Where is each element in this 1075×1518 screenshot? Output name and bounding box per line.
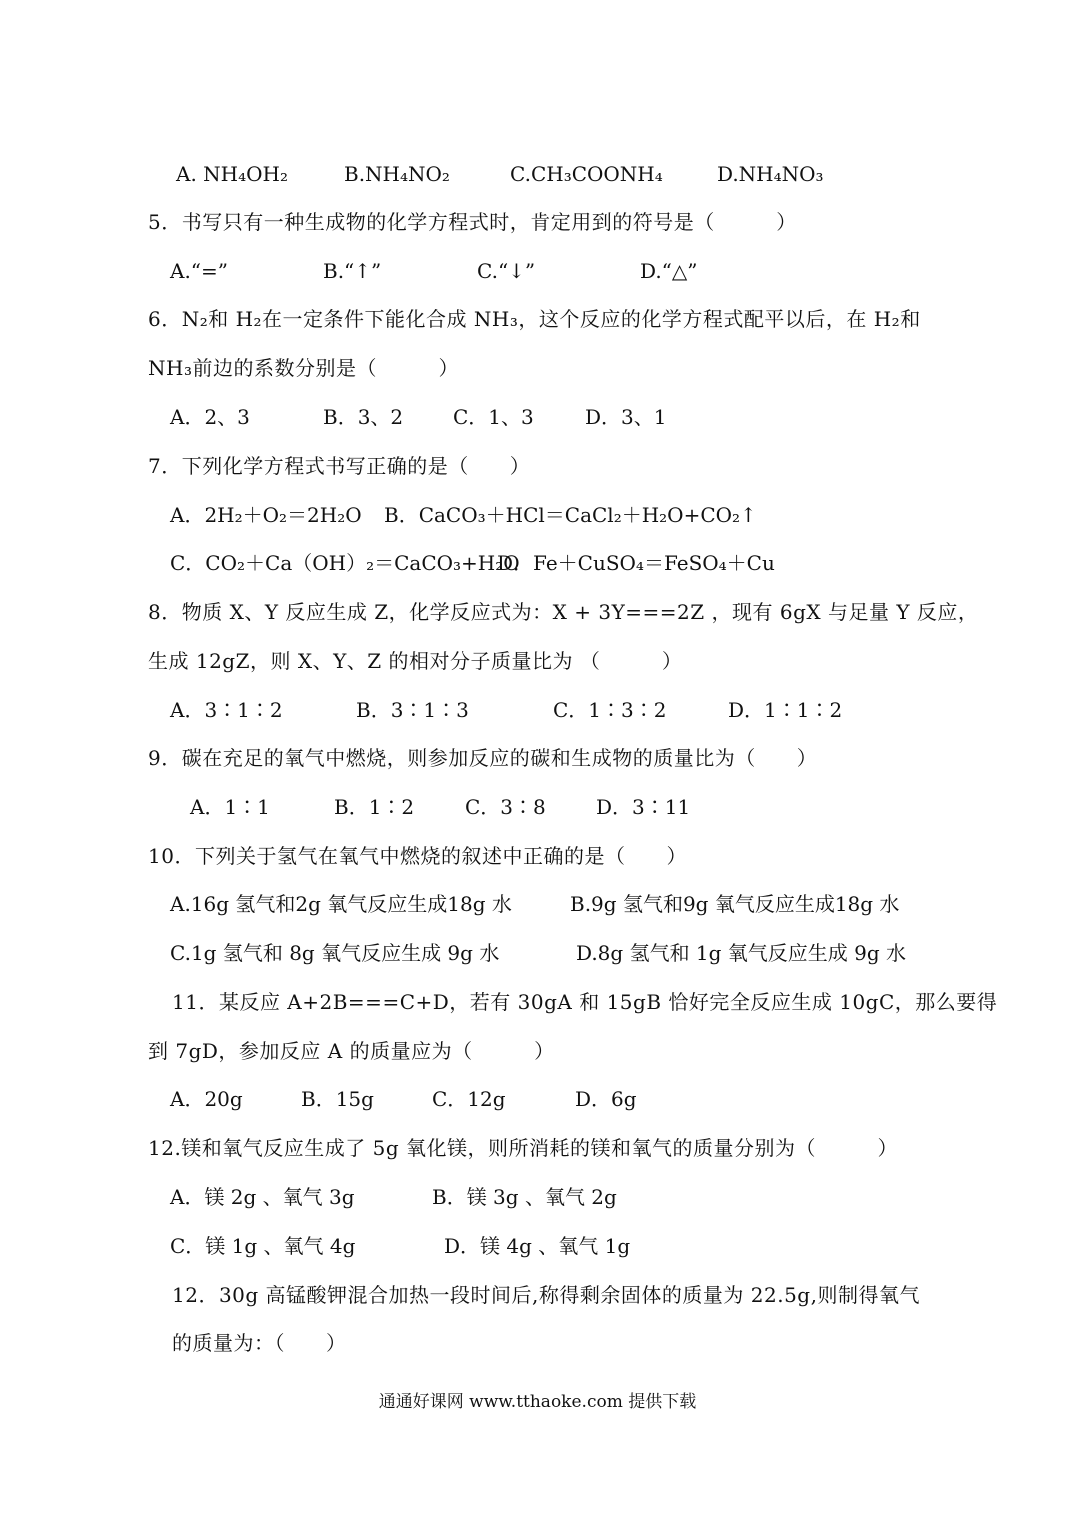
q12a-option-a: A．镁 2g 、氧气 3g — [170, 1185, 355, 1209]
q12a-option-d: D．镁 4g 、氧气 1g — [444, 1234, 631, 1258]
q11-option-d: D．6g — [575, 1087, 637, 1111]
q6-stem-line2: NH₃前边的系数分别是（ ） — [148, 356, 459, 380]
q8-option-c: C．1∶3∶2 — [553, 698, 667, 722]
q11-option-a: A．20g — [170, 1087, 243, 1111]
q9-stem: 9．碳在充足的氧气中燃烧，则参加反应的碳和生成物的质量比为（ ） — [148, 746, 818, 770]
q7-option-c: C．CO₂＋Ca（OH）₂＝CaCO₃+H₂O — [170, 551, 520, 575]
q10-option-d: D.8g 氢气和 1g 氧气反应生成 9g 水 — [576, 941, 907, 965]
q9-option-c: C．3∶8 — [465, 795, 546, 819]
q6-option-c: C．1、3 — [453, 405, 534, 429]
q8-option-a: A．3∶1∶2 — [170, 698, 283, 722]
q4-option-b: B.NH₄NO₂ — [344, 162, 450, 186]
q4-option-a: A. NH₄OH₂ — [176, 162, 288, 186]
q10-option-b: B.9g 氢气和9g 氧气反应生成18g 水 — [570, 892, 900, 916]
q6-option-a: A．2、3 — [170, 405, 250, 429]
q4-option-d: D.NH₄NO₃ — [717, 162, 824, 186]
q12b-stem-line2: 的质量为：（ ） — [172, 1331, 347, 1355]
q10-option-c: C.1g 氢气和 8g 氧气反应生成 9g 水 — [170, 941, 500, 965]
q6-option-b: B．3、2 — [323, 405, 404, 429]
q5-option-a: A.“=” — [170, 259, 229, 283]
q9-option-d: D．3∶11 — [596, 795, 691, 819]
q7-option-b: B．CaCO₃＋HCl＝CaCl₂＋H₂O+CO₂↑ — [384, 503, 757, 527]
q11-option-c: C．12g — [432, 1087, 506, 1111]
q9-option-a: A．1∶1 — [190, 795, 270, 819]
q7-option-a: A．2H₂＋O₂＝2H₂O — [170, 503, 362, 527]
q12b-stem-line1: 12．30g 高锰酸钾混合加热一段时间后,称得剩余固体的质量为 22.5g,则制得氧气 — [172, 1283, 920, 1307]
q11-stem-line2: 到 7gD，参加反应 A 的质量应为（ ） — [148, 1039, 555, 1063]
q8-option-b: B．3∶1∶3 — [356, 698, 469, 722]
q12a-stem: 12.镁和氧气反应生成了 5g 氧化镁，则所消耗的镁和氧气的质量分别为（ ） — [148, 1136, 899, 1160]
q5-stem: 5．书写只有一种生成物的化学方程式时，肯定用到的符号是（ ） — [148, 210, 797, 234]
q7-option-d: D．Fe＋CuSO₄＝FeSO₄＋Cu — [497, 551, 775, 575]
q4-option-c: C.CH₃COONH₄ — [510, 162, 663, 186]
q6-stem-line1: 6．N₂和 H₂在一定条件下能化合成 NH₃，这个反应的化学方程式配平以后，在 H₂和 — [148, 307, 921, 331]
q10-option-a: A.16g 氢气和2g 氧气反应生成18g 水 — [170, 892, 512, 916]
q11-option-b: B．15g — [301, 1087, 374, 1111]
q12a-option-c: C．镁 1g 、氧气 4g — [170, 1234, 356, 1258]
q8-option-d: D．1∶1∶2 — [728, 698, 843, 722]
q5-option-b: B.“↑” — [323, 259, 382, 283]
q12a-option-b: B．镁 3g 、氧气 2g — [432, 1185, 617, 1209]
footer-credit: 通通好课网 www.tthaoke.com 提供下载 — [378, 1392, 697, 1412]
q11-stem-line1: 11．某反应 A+2B===C+D，若有 30gA 和 15gB 恰好完全反应生成 10gC，那么要得 — [172, 990, 998, 1014]
q7-stem: 7．下列化学方程式书写正确的是（ ） — [148, 454, 531, 478]
q5-option-d: D.“△” — [640, 259, 698, 283]
q5-option-c: C.“↓” — [477, 259, 536, 283]
q8-stem-line1: 8．物质 X、Y 反应生成 Z，化学反应式为：X + 3Y===2Z ，现有 6gX 与足量 Y 反应， — [148, 600, 979, 624]
q8-stem-line2: 生成 12gZ，则 X、Y、Z 的相对分子质量比为 （ ） — [148, 649, 683, 673]
q9-option-b: B．1∶2 — [334, 795, 415, 819]
q10-stem: 10．下列关于氢气在氧气中燃烧的叙述中正确的是（ ） — [148, 844, 687, 868]
q6-option-d: D．3、1 — [585, 405, 667, 429]
